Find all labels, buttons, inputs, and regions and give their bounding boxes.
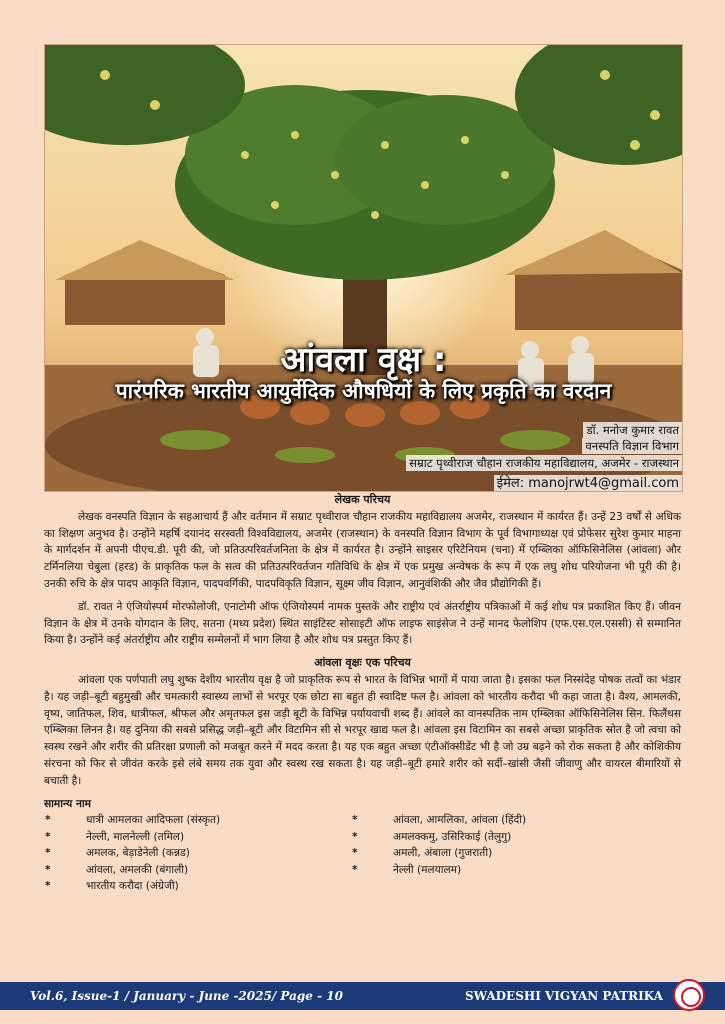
list-item: * नेल्ली, मालनेल्ली (तमिल) (44, 829, 351, 846)
article-body (44, 492, 681, 895)
common-names-list (44, 812, 681, 895)
list-item: * अमली, अंबाला (गुजराती) (351, 845, 681, 862)
common-names-heading: सामान्य नाम (44, 797, 91, 810)
amla-intro-paragraph: आंवला एक पर्णपाती लघु शुष्क देशीय भारतीय वृक्ष है जो प्राकृतिक रूप से भारत के विभिन्न भागों में पाया जाता है। इसका फल निस्संदेह पोषक तत्वों का भंडार है। यह जड़ी–बूटी बहुमुखी और चमत्कारी स्वास्थ्य लाभों से भरपूर एक छोटा सा बहुत ही स्वादिष्ट फल है। आंवला को भारतीय करौदा भी कहा जाता है। वैश्य, आमलकी, वृष्य, जातिफल, शिव, धात्रीफल, श्रीफल और अमृतफल इस जड़ी बूटी के विभिन्न पर्यायवाची शब्द हैं। आंवले का वानस्पतिक नाम एम्ब्लिका ऑफिसिनेलिस सिन. फिलैंथस एम्ब्लिका लिनन है। यह दुनिया की सबसे प्रसिद्ध जड़ी–बूटी और विटामिन सी से भरपूर खाद्य फल है। आंवला इस विटामिन का सबसे अच्छा प्राकृतिक स्रोत है जो त्वचा को स्वस्थ रखने और शरीर की प्रतिरक्षा प्रणाली को मजबूत करने में मदद करता है। यह एक बहुत अच्छा एंटीऑक्सीडेंट भी है जो उम्र बढ़ने को रोक सकता है और कोशिकीय संरचना को फिर से जीवंत करके इसे लंबे समय तक युवा और स्वस्थ रख सकता है। यह जड़ी–बूटी हमारे शरीर को सर्दी–खांसी जैसी जीवाणु और वायरल बीमारियों से बचाती है। (44, 673, 681, 787)
journal-logo-icon (673, 979, 705, 1011)
list-item: * आंवला, आमलिका, आंवला (हिंदी) (351, 812, 681, 829)
amla-intro-heading: आंवला वृक्षः एक परिचय (314, 656, 411, 670)
author-intro-paragraph: लेखक वनस्पति विज्ञान के सहआचार्य हैं और वर्तमान में सम्राट पृथ्वीराज चौहान राजकीय महाविद्यालय अजमेर, राजस्थान में कार्यरत हैं। उन्हें 23 वर्षों से अधिक का शिक्षण अनुभव है। उन्होंने महर्षि दयानंद सरस्वती विश्वविद्यालय, अजमेर (राजस्थान) के वनस्पति विज्ञान विभाग के पूर्व विभागाध्यक्ष एवं प्रोफेसर सुरेश कुमार माहना के मार्गदर्शन में अपनी पीएच.डी. पूरी की, जो प्रतिउत्परिवर्तजनिता के क्षेत्र में कार्यरत है। उन्होंने साइसर एरिटेनियम (चना) में एम्ब्लिका ऑफिसिनेलिस (आंवला) और टर्मिनलिया चेबुला (हरड) के प्राकृतिक फल के सत्व की प्रतिउत्परिवर्तजन गतिविधि के क्षेत्र में एक प्रमुख अन्वेषक के रूप में एक लघु शोध परियोजना भी पूरी की है। उनकी रुचि के क्षेत्र पादप आकृति विज्ञान, पादपवर्गिकी, पादपविकृति विज्ञान, सूक्ष्म जीव विज्ञान, आनुवंशिकी और जैव प्रौद्योगिकी हैं। (44, 510, 681, 590)
article-subtitle: पारंपरिक भारतीय आयुर्वेदिक औषधियों के लिए प्रकृति का वरदान (115, 379, 612, 403)
hero-image (44, 44, 683, 492)
issue-info: Vol.6, Issue-1 / January - June -2025/ Page - 10 (30, 989, 343, 1003)
list-item: * अमलक, बेड़ाडेनेली (कन्नड) (44, 845, 351, 862)
author-college: सम्राट पृथ्वीराज चौहान राजकीय महाविद्यालय, अजमेर - राजस्थान (406, 456, 682, 471)
author-intro-paragraph: डॉ. रावत ने एंजियोस्पर्म मोरफोलोजी, एनाटोमी ऑफ एंजियोस्पर्म नामक पुस्तकें और राष्ट्रीय एवं अंतर्राष्ट्रीय पत्रिकाओं में कई शोध पत्र प्रकाशित किए हैं। जीवन विज्ञान के क्षेत्र में उनके योगदान के लिए, सतना (मध्य प्रदेश) स्थित साइंटिस्ट सोसाइटी ऑफ लाइफ साइंसेज ने उन्हें मानद फेलोशिप (एफ.एस.एल.एससी) से सम्मानित किया है। उन्होंने कई अंतर्राष्ट्रीय और राष्ट्रीय सम्मेलनों में भाग लिया है और शोध पत्र प्रस्तुत किए हैं। (44, 600, 681, 647)
list-item: * आंवला, अमलकी (बंगाली) (44, 862, 351, 879)
list-item: * नेल्ली (मलयालम) (351, 862, 681, 879)
list-item: * भारतीय करौदा (अंग्रेजी) (44, 878, 351, 895)
list-item: * धात्री आमलका आदिफला (संस्कृत) (44, 812, 351, 829)
author-intro-heading: लेखक परिचय (334, 493, 391, 506)
author-name: डॉ. मनोज कुमार रावत (583, 423, 682, 438)
author-email: ईमेल: manojrwt4@gmail.com (494, 473, 682, 491)
list-item: * अमलक्कमु, उसिरिकाई (तेलुगु) (351, 829, 681, 846)
article-title: आंवला वृक्ष : (280, 340, 447, 380)
journal-name: SWADESHI VIGYAN PATRIKA (464, 989, 663, 1003)
author-department: वनस्पति विज्ञान विभाग (582, 439, 682, 454)
page-footer (0, 982, 725, 1010)
